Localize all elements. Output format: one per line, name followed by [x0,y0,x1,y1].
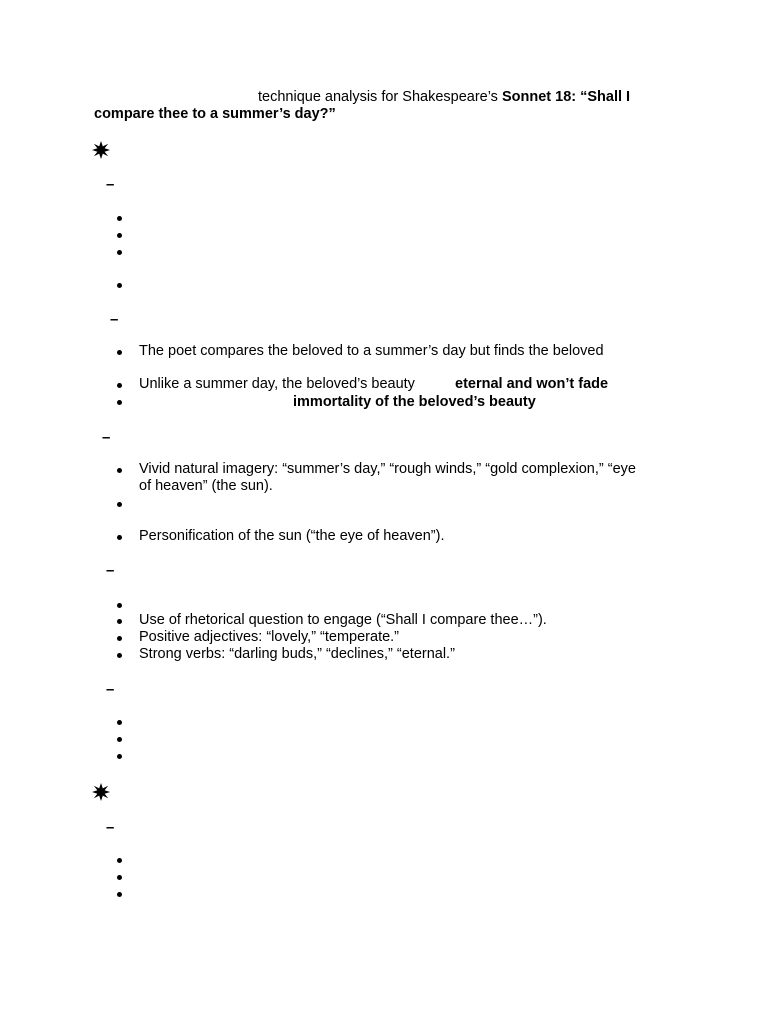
document-title [258,89,630,106]
list-bullet [117,754,122,759]
section-dash: – [110,311,119,328]
list-bullet [117,383,122,388]
list-item: Unlike a summer day, the beloved’s beauty [139,376,415,392]
list-bullet [117,858,122,863]
list-bullet [117,250,122,255]
list-bullet [117,468,122,473]
title-bold: Sonnet 18: “Shall I [501,89,631,105]
list-bullet [117,400,122,405]
star-burst-icon [92,783,110,801]
list-bullet [117,636,122,641]
list-bullet [117,875,122,880]
list-item: Vivid natural imagery: “summer’s day,” “rough winds,” “gold complexion,” “eye [139,461,636,477]
list-item-continuation: of heaven” (the sun). [139,478,273,494]
list-item-bold: eternal and won’t fade [455,376,609,392]
section-dash: – [106,819,115,836]
list-bullet [117,892,122,897]
list-bullet [117,653,122,658]
document-title-line2: compare thee to a summer’s day?” [94,106,336,122]
section-dash: – [106,176,115,193]
list-item: Strong verbs: “darling buds,” “declines,” “eternal.” [139,646,455,662]
list-item: The poet compares the beloved to a summer’s day but finds the beloved [139,343,604,359]
list-item: Positive adjectives: “lovely,” “temperate.” [139,629,400,645]
list-item: Use of rhetorical question to engage (“Shall I compare thee…”). [139,612,547,628]
star-burst-icon [92,141,110,159]
section-dash: – [106,681,115,698]
list-bullet [117,619,122,624]
list-bullet [117,216,122,221]
title-prefix: technique analysis for Shakespeare’s [258,89,502,105]
list-item: Personification of the sun (“the eye of heaven”). [139,528,445,544]
list-bullet [117,350,122,355]
list-bullet [117,535,122,540]
list-bullet [117,233,122,238]
section-dash: – [106,562,115,579]
list-bullet [117,502,122,507]
list-bullet [117,283,122,288]
list-bullet [117,737,122,742]
section-dash: – [102,429,111,446]
list-bullet [117,720,122,725]
list-bullet [117,603,122,608]
list-item-bold: immortality of the beloved’s beauty [293,394,536,410]
